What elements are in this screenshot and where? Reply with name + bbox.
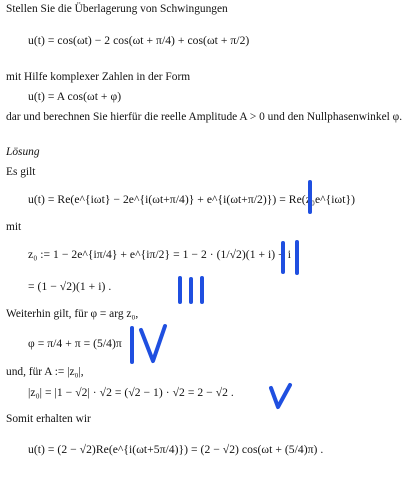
task-text: dar und berechnen Sie hierfür die reelle Amplitude A > 0 und den Nullphasenwinkel φ.: [6, 111, 403, 123]
solution-heading: Lösung: [6, 146, 40, 158]
equation-5: φ = π/4 + π = (5/4)π: [28, 337, 122, 350]
equation-4b: = (1 − √2)(1 + i) .: [28, 280, 112, 293]
equation-2: u(t) = A cos(ωt + φ): [28, 90, 122, 103]
equation-3: u(t) = Re(e^{iωt} − 2e^{i(ωt+π/4)} + e^{i(ωt+π/2)}) = Re(z₀e^{iωt}): [28, 193, 356, 206]
mit-text: mit: [6, 221, 22, 233]
handwritten-mark-ii: [274, 238, 308, 280]
es-gilt-text: Es gilt: [6, 166, 36, 178]
handwritten-mark-i: [300, 178, 320, 218]
und-fuer-text: und, für A := |z₀|,: [6, 366, 84, 378]
weiterhin-text: Weiterhin gilt, für φ = arg z₀,: [6, 308, 139, 320]
handwritten-mark-v: [264, 380, 298, 414]
handwritten-mark-iii: [172, 272, 212, 308]
equation-1: u(t) = cos(ωt) − 2 cos(ωt + π/4) + cos(ωt + π/2): [28, 34, 250, 47]
equation-6: |z₀| = |1 − √2| · √2 = (√2 − 1) · √2 = 2 − √2 .: [28, 386, 234, 399]
intro-text: Stellen Sie die Überlagerung von Schwingungen: [6, 3, 228, 15]
equation-4a: z₀ := 1 − 2e^{iπ/4} + e^{iπ/2} = 1 − 2 · (1/√2)(1 + i) + i: [28, 248, 291, 261]
somit-text: Somit erhalten wir: [6, 413, 91, 425]
handwritten-mark-iv: [124, 318, 174, 370]
complex-intro-text: mit Hilfe komplexer Zahlen in der Form: [6, 71, 191, 83]
equation-7: u(t) = (2 − √2)Re(e^{i(ωt+5π/4)}) = (2 − √2) cos(ωt + (5/4)π) .: [28, 443, 324, 456]
